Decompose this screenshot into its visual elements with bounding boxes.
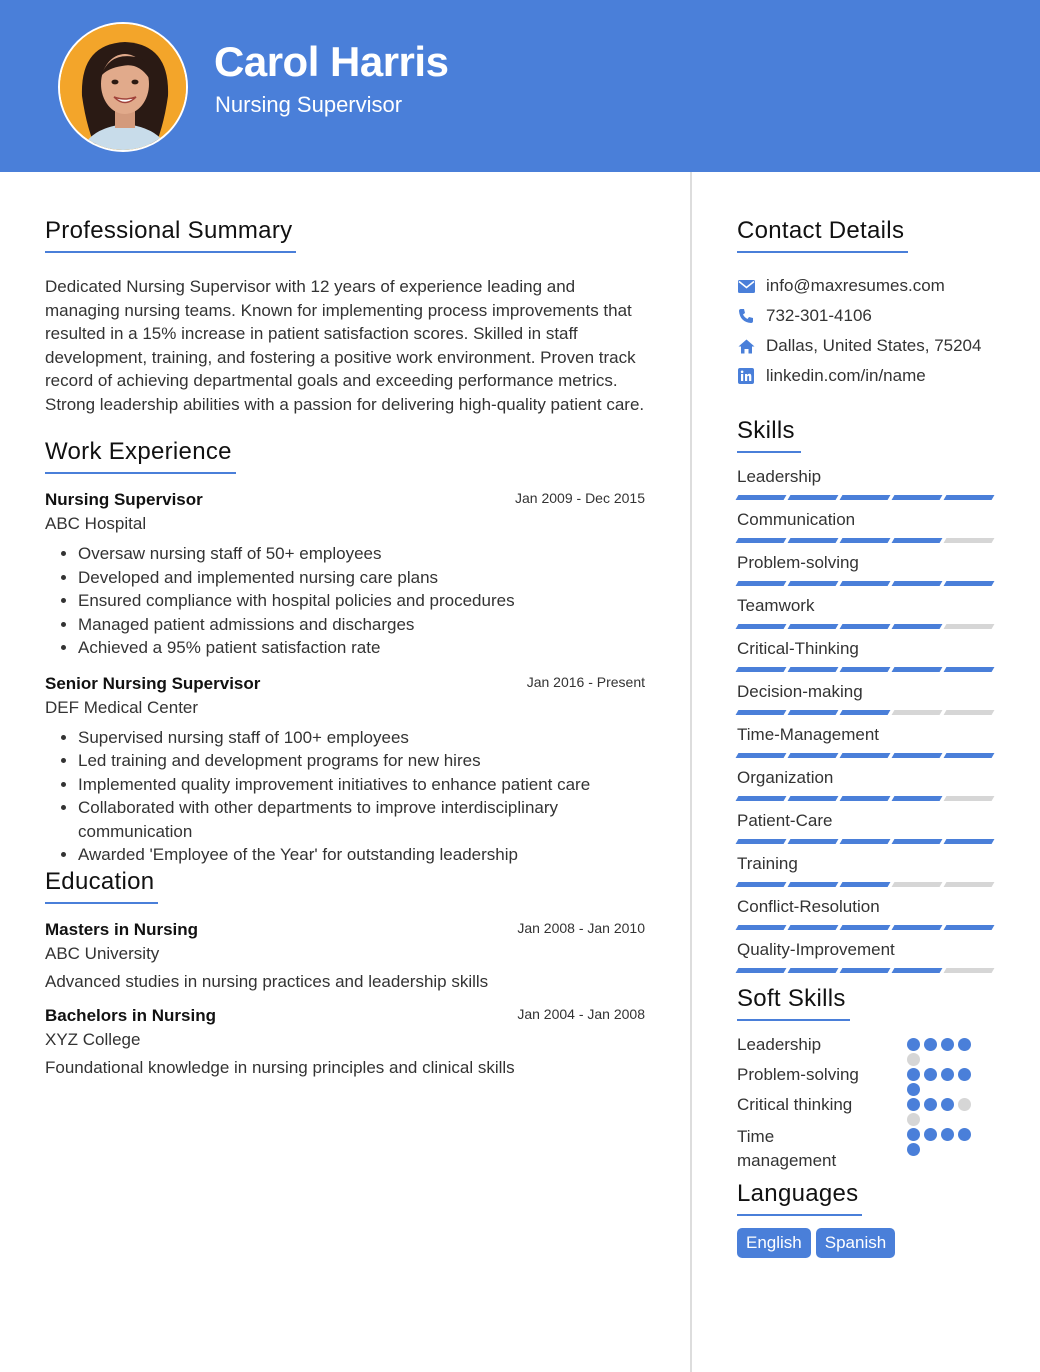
skill-level-segment [892,882,943,887]
skill-level-segment [840,581,891,586]
school-name: ABC University [45,944,160,963]
list-item: • Awarded 'Employee of the Year' for outstanding leadership [78,843,605,867]
resume-header [0,0,1040,172]
skill-level-segment [840,753,891,758]
soft-skill-row [737,1125,857,1175]
work-heading: Work Experience [45,438,236,474]
contact-linkedin [737,361,995,391]
rating-dot [958,1038,971,1051]
summary-heading: Professional Summary [45,217,296,253]
skill-level-bar [737,667,995,672]
skill-level-segment [736,495,787,500]
skill-level-segment [944,710,995,715]
skill-level-segment [944,925,995,930]
email-text[interactable]: info@maxresumes.com [766,276,945,295]
skill-level-segment [840,925,891,930]
contact-address [737,331,995,361]
skill-row [737,854,995,897]
skill-row [737,553,995,596]
skill-level-segment [840,495,891,500]
skill-level-segment [788,624,839,629]
list-item: • Led training and development programs for new hires [78,749,605,773]
skill-level-segment [840,710,891,715]
skill-level-segment [736,581,787,586]
job-title: Senior Nursing Supervisor [45,673,261,693]
skill-level-segment [944,882,995,887]
skill-level-segment [736,624,787,629]
skill-level-segment [788,667,839,672]
list-item: • Collaborated with other departments to improve interdisciplinary communication [78,796,605,843]
candidate-name: Carol Harris [214,38,449,85]
skill-level-segment [840,839,891,844]
rating-dot [907,1068,920,1081]
skill-level-segment [892,968,943,973]
skill-row [737,682,995,725]
rating-dot [907,1113,920,1126]
skill-name: Critical-Thinking [737,639,859,658]
soft-skill-name: Leadership [737,1035,822,1054]
rating-dot [924,1038,937,1051]
soft-skill-name: Problem-solving [737,1065,859,1084]
job-dates: Jan 2009 - Dec 2015 [515,490,645,506]
languages-heading: Languages [737,1180,862,1216]
soft-skills-section [737,985,995,1175]
skill-level-segment [892,667,943,672]
skill-level-segment [736,882,787,887]
rating-dot [907,1098,920,1111]
skill-level-segment [840,882,891,887]
work-section [45,438,645,867]
skill-name: Organization [737,768,834,787]
skill-level-segment [788,581,839,586]
skill-level-segment [840,796,891,801]
soft-skills-heading: Soft Skills [737,985,850,1021]
skill-level-segment [788,839,839,844]
contact-section [737,217,995,391]
rating-dot [907,1038,920,1051]
language-badge: Spanish [816,1228,895,1258]
contact-phone [737,301,995,331]
job-entry [45,674,645,867]
skill-level-segment [736,538,787,543]
skill-level-bar [737,882,995,887]
job-bullets [45,542,645,660]
rating-dot [941,1128,954,1141]
list-item: • Ensured compliance with hospital policies and procedures [78,589,645,613]
skill-row [737,811,995,854]
skill-level-segment [944,667,995,672]
skill-level-segment [892,839,943,844]
skill-row [737,940,995,983]
skill-level-segment [840,968,891,973]
skill-level-segment [944,624,995,629]
soft-skill-name: Time management [737,1127,837,1170]
skill-level-segment [788,753,839,758]
skill-level-segment [736,667,787,672]
soft-skill-name: Critical thinking [737,1095,853,1114]
rating-dot [958,1068,971,1081]
skill-level-segment [944,753,995,758]
skill-level-segment [944,538,995,543]
soft-skill-rating [907,1038,979,1066]
soft-skill-rating [907,1068,979,1096]
skill-level-segment [736,710,787,715]
skill-level-segment [892,753,943,758]
languages-section [737,1180,995,1258]
soft-skill-rating [907,1128,979,1156]
education-entry [45,920,645,992]
school-name: XYZ College [45,1030,141,1049]
job-dates: Jan 2016 - Present [526,673,645,690]
soft-skill-row [737,1095,995,1125]
skill-level-segment [892,925,943,930]
skill-level-segment [892,538,943,543]
skill-level-segment [736,839,787,844]
skill-name: Teamwork [737,596,815,615]
job-bullets [45,726,605,867]
job-entry [45,490,645,660]
rating-dot [941,1038,954,1051]
skill-row [737,639,995,682]
education-entry [45,1006,645,1078]
education-description: Advanced studies in nursing practices and leadership skills [45,972,489,991]
rating-dot [958,1128,971,1141]
phone-icon [737,307,755,325]
education-dates: Jan 2004 - Jan 2008 [517,1006,645,1022]
skills-list [737,467,995,983]
skill-level-bar [737,925,995,930]
skill-level-segment [944,495,995,500]
skills-heading: Skills [737,417,801,453]
skill-level-segment [840,667,891,672]
list-item: • Oversaw nursing staff of 50+ employees [78,542,645,566]
phone-text[interactable]: 732-301-4106 [766,306,872,325]
skill-level-segment [892,710,943,715]
rating-dot [941,1068,954,1081]
skill-level-segment [944,839,995,844]
list-item: • Developed and implemented nursing care plans [78,566,645,590]
rating-dot [924,1098,937,1111]
skill-level-segment [788,882,839,887]
skill-level-segment [788,495,839,500]
skill-level-segment [944,581,995,586]
degree-title: Masters in Nursing [45,920,199,939]
skill-row [737,768,995,811]
rating-dot [907,1143,920,1156]
list-item: • Achieved a 95% patient satisfaction rate [78,636,645,660]
skill-row [737,467,995,510]
skill-level-segment [840,624,891,629]
skill-row [737,510,995,553]
envelope-icon [737,277,755,295]
soft-skill-rating [907,1098,979,1126]
skill-level-segment [788,796,839,801]
skill-level-segment [892,495,943,500]
skill-level-segment [944,796,995,801]
skill-row [737,596,995,639]
skill-level-bar [737,839,995,844]
skill-level-bar [737,968,995,973]
address-text: Dallas, United States, 75204 [766,336,982,355]
skill-row [737,725,995,768]
rating-dot [924,1068,937,1081]
job-title: Nursing Supervisor [45,490,203,509]
rating-dot [907,1128,920,1141]
contact-email [737,271,995,301]
skill-name: Conflict-Resolution [737,897,880,916]
linkedin-icon [737,367,755,385]
skill-level-segment [788,538,839,543]
skill-name: Communication [737,510,856,529]
job-company: DEF Medical Center [45,697,199,717]
degree-title: Bachelors in Nursing [45,1006,216,1025]
rating-dot [924,1128,937,1141]
skill-level-segment [788,925,839,930]
skill-level-segment [944,968,995,973]
rating-dot [958,1098,971,1111]
home-icon [737,337,755,355]
skill-level-segment [892,624,943,629]
education-description: Foundational knowledge in nursing principles and clinical skills [45,1058,515,1077]
skill-level-segment [892,581,943,586]
education-section [45,868,645,1078]
list-item: • Supervised nursing staff of 100+ employees [78,726,605,750]
education-dates: Jan 2008 - Jan 2010 [517,920,645,936]
skill-level-segment [840,538,891,543]
skill-level-bar [737,581,995,586]
skill-level-segment [736,925,787,930]
skill-name: Problem-solving [737,553,859,572]
job-company: ABC Hospital [45,514,147,533]
skill-row [737,897,995,940]
summary-text: Dedicated Nursing Supervisor with 12 years of experience leading and managing nursing teams. Known for implementing process improvements that resulted in a 15% increase in patient satisfaction scores. Skilled in staff development, training, and fostering a positive work environment. Proven track record of achieving departmental goals and exceeding performance metrics. Strong leadership abilities with a passion for delivering high-quality patient care. [45,277,645,414]
skill-level-segment [788,968,839,973]
skill-name: Decision-making [737,682,863,701]
skill-level-bar [737,538,995,543]
skill-level-bar [737,495,995,500]
skill-level-segment [736,753,787,758]
skill-level-bar [737,710,995,715]
soft-skill-row [737,1065,995,1095]
skill-level-segment [736,796,787,801]
skill-level-segment [892,796,943,801]
candidate-title: Nursing Supervisor [215,92,403,117]
profile-photo [58,22,188,152]
education-heading: Education [45,868,158,904]
skill-level-bar [737,624,995,629]
list-item: • Managed patient admissions and discharges [78,613,645,637]
column-divider [690,172,692,1372]
list-item: • Implemented quality improvement initiatives to enhance patient care [78,773,605,797]
skill-name: Training [737,854,798,873]
linkedin-text[interactable]: linkedin.com/in/name [766,366,926,385]
skill-level-bar [737,753,995,758]
soft-skill-row [737,1035,995,1065]
skill-level-bar [737,796,995,801]
skill-level-segment [788,710,839,715]
skill-name: Quality-Improvement [737,940,895,959]
skill-name: Leadership [737,467,822,486]
rating-dot [941,1098,954,1111]
person-portrait-icon [60,24,188,152]
summary-section [45,217,645,416]
language-badge: English [737,1228,811,1258]
skills-section [737,417,995,983]
skill-level-segment [736,968,787,973]
skill-name: Time-Management [737,725,880,744]
skill-name: Patient-Care [737,811,833,830]
contact-heading: Contact Details [737,217,908,253]
